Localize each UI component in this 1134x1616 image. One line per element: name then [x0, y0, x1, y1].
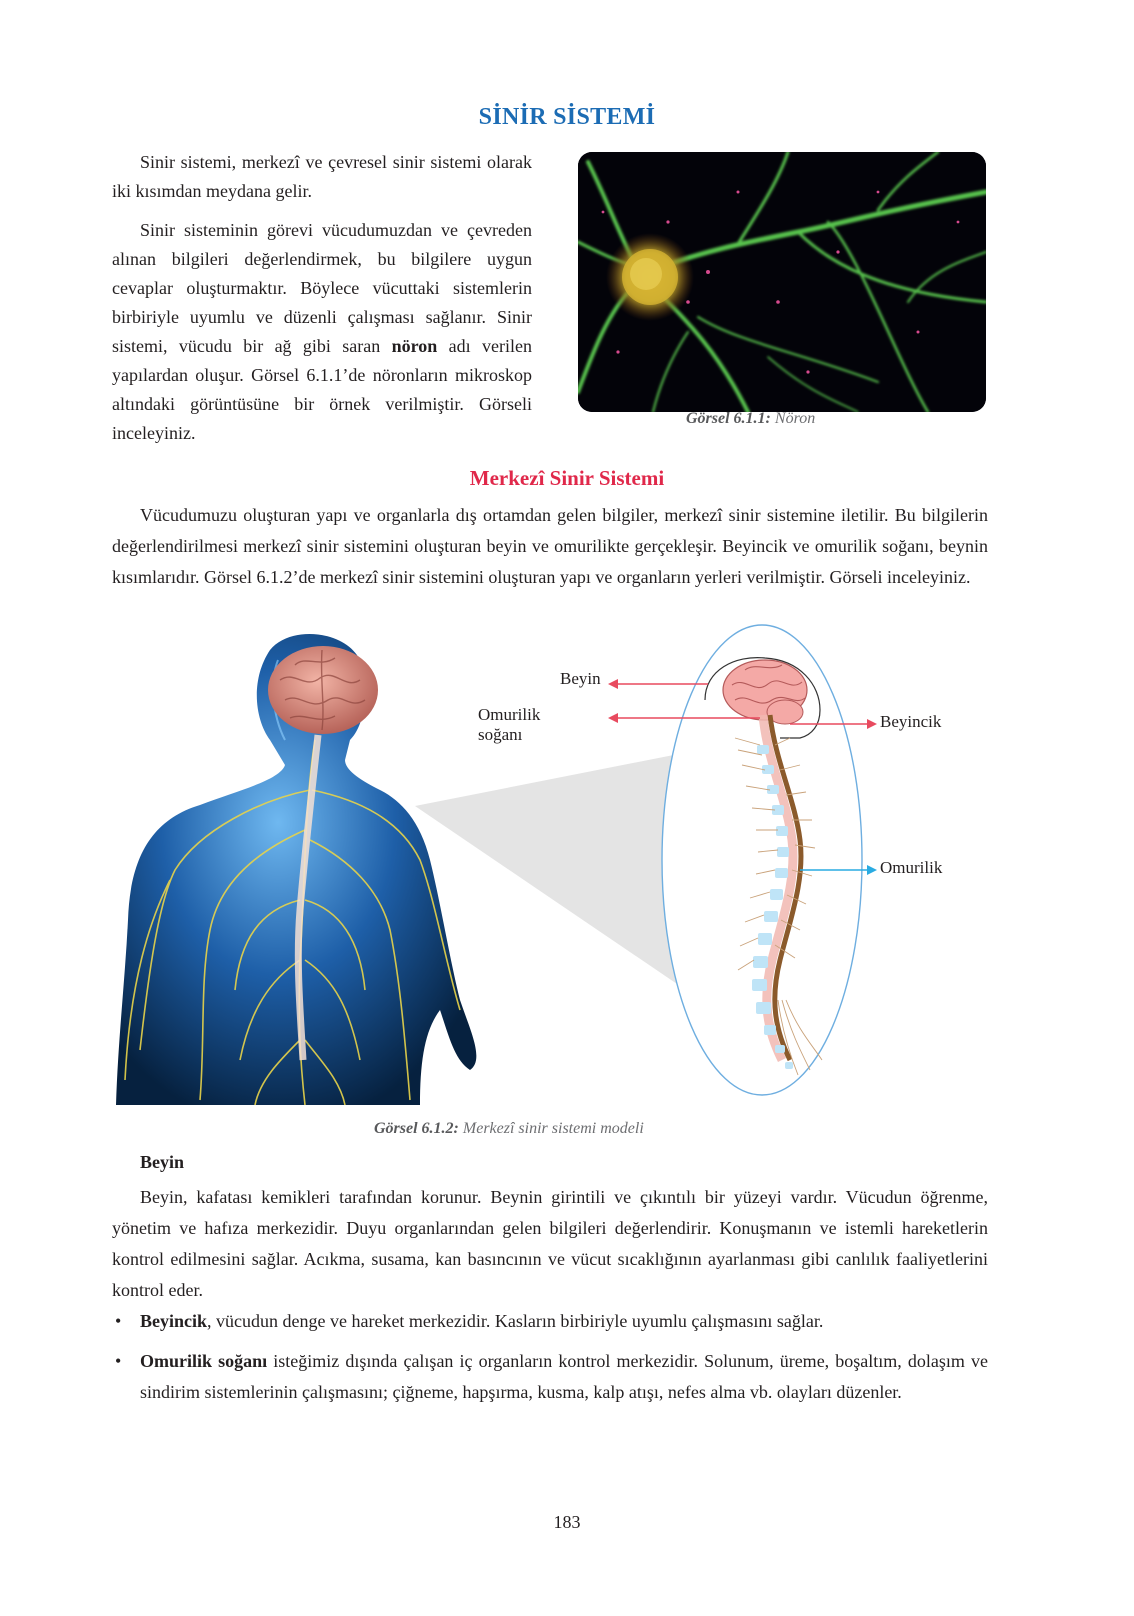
figure-2-caption — [374, 1120, 644, 1138]
label-omurilik-sogani: Omurilik soğanı — [478, 705, 541, 744]
page-number: 183 — [553, 1512, 581, 1532]
list-item-text: , vücudun denge ve hareket merkezidir. Kasların birbiriyle uyumlu çalışmasını sağlar. — [207, 1311, 824, 1331]
caption-text: Nöron — [770, 410, 816, 427]
section-heading-cns: Merkezî Sinir Sistemi — [469, 466, 665, 490]
bullet-icon: • — [115, 1311, 122, 1331]
section-heading-brain: Beyin — [140, 1152, 185, 1172]
label-omurilik: Omurilik — [880, 858, 943, 877]
page-title: SİNİR SİSTEMİ — [478, 104, 656, 130]
term-beyincik: Beyincik — [140, 1311, 208, 1331]
noron-term: nöron — [391, 336, 438, 356]
caption-label: Görsel 6.1.2: — [374, 1120, 459, 1137]
list-item — [112, 1346, 988, 1408]
brain-paragraph: Beyin, kafatası kemikleri tarafından korunur. Beynin girintili ve çıkıntılı bir yüzeyi vardır. Vücudun öğrenme, yönetim ve hafıza merkezidir. Duyu organlarından gelen bilgileri değerlendirir. Konuşmanın ve istemli hareketlerin kontrol edilmesini sağlar. Acıkma, susama, kan basıncının ve vücut sıcaklığının ayarlanması gibi canlılık faaliyetlerini kontrol eder. — [112, 1187, 988, 1300]
bullet-icon: • — [115, 1351, 122, 1371]
label-beyin: Beyin — [560, 669, 601, 688]
caption-text: Merkezî sinir sistemi modeli — [458, 1120, 644, 1137]
list-item — [112, 1306, 988, 1337]
list-item-text: isteğimiz dışında çalışan iç organların kontrol merkezidir. Solunum, üreme, boşaltım, dolaşım ve sindirim sistemlerinin çalışmasını; çiğneme, hapşırma, kusma, kalp atışı, nefes alma vb. olayları düzenler. — [140, 1351, 988, 1402]
cns-paragraph: Vücudumuzu oluşturan yapı ve organlarla dış ortamdan gelen bilgiler, merkezî sinir sistemine iletilir. Bu bilgilerin değerlendirilmesi merkezî sinir sistemini oluşturan beyin ve omurilikte gerçekleşir. Beyincik ve omurilik soğanı, beynin kısımlarıdır. Görsel 6.1.2’de merkezî sinir sistemini oluşturan yapı ve organların yerleri verilmiştir. Görseli inceleyiniz. — [112, 505, 988, 587]
intro-text-part: adı verilen yapılardan oluşur. Görsel 6.1.1’de nöronların mikroskop altındaki görüntüsüne bir örnek verilmiştir. Görseli inceleyiniz. — [112, 336, 532, 443]
term-omurilik-sogani: Omurilik soğanı — [140, 1351, 268, 1371]
label-beyincik: Beyincik — [880, 712, 942, 731]
intro-text-part: Sinir sisteminin görevi vücudumuzdan ve çevreden alınan bilgileri değerlendirmek, bu bilgilere uygun cevaplar oluşturmaktır. Böylece vücuttaki sistemlerin birbiriyle uyumlu ve düzenli çalışması sağlanır. Sinir sistemi, vücudu bir ağ gibi saran — [112, 220, 532, 356]
caption-label: Görsel 6.1.1: — [686, 410, 771, 427]
intro-paragraph-1: Sinir sistemi, merkezî ve çevresel sinir sistemi olarak iki kısımdan meydana gelir. — [112, 152, 532, 201]
brain-parts-list — [112, 1306, 988, 1417]
